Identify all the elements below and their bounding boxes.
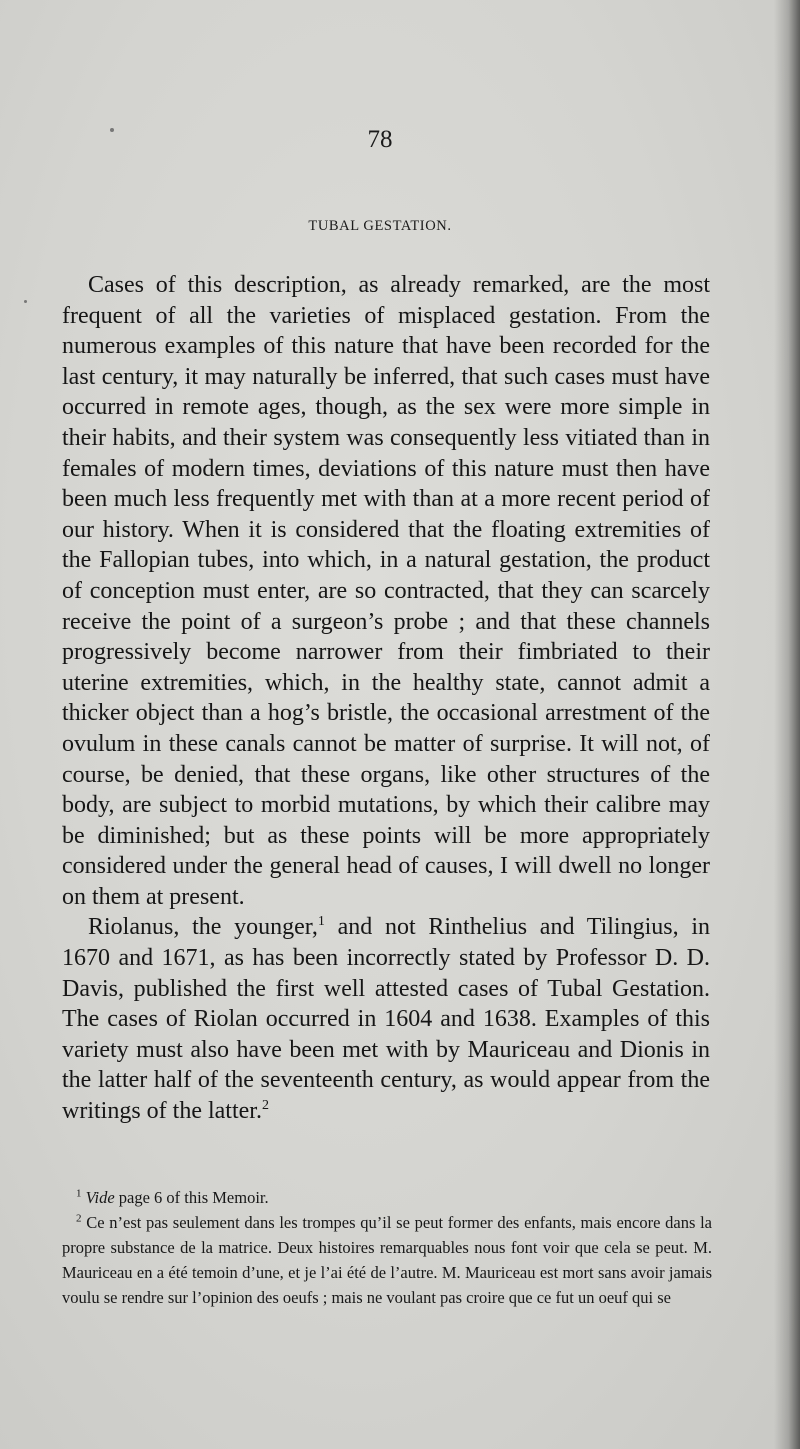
paragraph-2-text-b: and not Rinthelius and Tilingius, in 1670 and 1671, as has been incorrectly stated by Professor D. D. Davis, published the first well attested cases of Tubal Gestation. The cases of Riolan occurred in 1604 and 1638. Examples of this variety must also have been met with by Mauriceau and Dionis in the latter half of the seventeenth century, as would appear from the writings of the latter. — [62, 914, 710, 1125]
paragraph-1: Cases of this description, as already remarked, are the most frequent of all the varieties of misplaced gestation. From the numerous examples of this nature that have been recorded for the last century, it may naturally be inferred, that such cases must have occurred in remote ages, though, as the sex were more simple in their habits, and their system was consequently less vitiated than in females of modern times, deviations of this nature must then have been much less frequently met with than at a more recent period of our history. When it is considered that the floating extremities of the Fallopian tubes, into which, in a natural gestation, the product of conception must enter, are so contracted, that they can scarcely receive the point of a surgeon’s probe ; and that these channels progressively become narrower from their fimbriated to their uterine extremities, which, in the healthy state, cannot admit a thicker object than a hog’s bristle, the occasional arrestment of the ovulum in these canals cannot be matter of surprise. It will not, of course, be denied, that these organs, like other structures of the body, are subject to morbid mutations, by which their calibre may be diminished; but as these points will be more appropriately considered under the general head of causes, I will dwell no longer on them at present. — [62, 272, 710, 910]
paragraph-2-text-a: Riolanus, the younger, — [88, 914, 318, 941]
footnote-1-text: page 6 of this Memoir. — [114, 1188, 269, 1207]
footnote-2-text: Ce n’est pas seulement dans les trompes qu’il se peut former des enfants, mais encore dans la propre substance de la matrice. Deux histoires remarquables nous font voir que cela se peut. M. Mauriceau en a été temoin d’une, et je l’ai été de l’autre. M. Mauriceau est mort sans avoir jamais voulu se rendre sur l’opinion des oeufs ; mais ne voulant pas croire que ce fut un oeuf qui se — [62, 1213, 712, 1307]
footnote-1-mark: 1 — [76, 1187, 82, 1200]
footnote-reference-2: 2 — [261, 1098, 269, 1114]
running-head: TUBAL GESTATION. — [308, 218, 452, 234]
footnote-1-italic: Vide — [85, 1188, 115, 1207]
footnote-reference-1: 1 — [317, 914, 325, 930]
page-edge-shadow — [774, 0, 800, 1449]
footnote-2-mark: 2 — [76, 1212, 82, 1225]
paragraph-2 — [62, 912, 710, 1126]
paper-speck — [24, 300, 27, 303]
page-number: 78 — [367, 126, 393, 153]
footnotes — [62, 1185, 712, 1310]
footnote-1 — [62, 1185, 712, 1210]
footnote-2 — [62, 1210, 712, 1310]
body-text — [62, 270, 710, 1127]
